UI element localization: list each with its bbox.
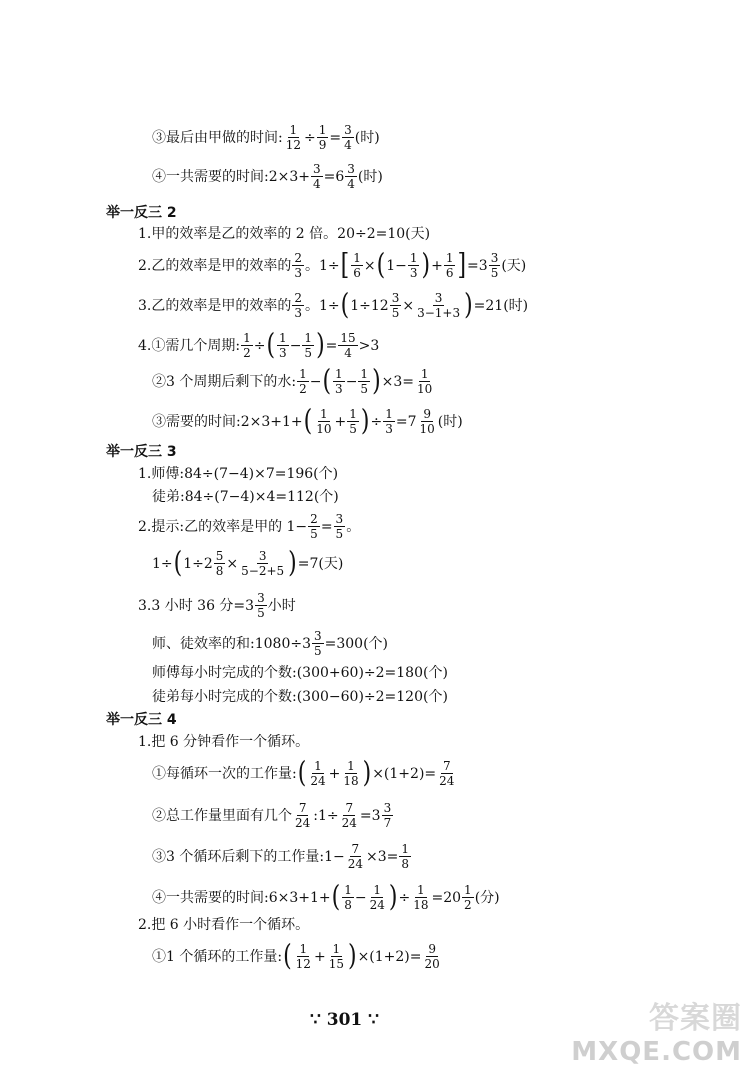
page-number: ∵ 301 ∵ [310, 1010, 379, 1030]
fraction: $\frac{1}{9}$ [318, 123, 327, 152]
fraction: $\frac{3}{3-1+3}$ [417, 291, 461, 320]
watermark [571, 993, 742, 1067]
answer-line-5: 3.乙的效率是甲的效率的 $\frac{2}{3}$ 。1÷ ( 1÷12 $\frac{3}{5}$ × $\frac{3}{3-1+3}$ ) =21(时) [138, 288, 529, 322]
answer-line-13: 3.3 小时 36 分=3 $\frac{3}{5}$ 小时 [138, 591, 296, 620]
fraction: $\frac{5}{8}$ [215, 549, 224, 578]
answer-line-20: ③3 个循环后剩下的工作量:1− $\frac{7}{24}$ ×3= $\frac{1}{8}$ [152, 842, 410, 871]
answer-line-9: 1.师傅:84÷(7−4)×7=196(个) [138, 466, 339, 482]
fraction: $\frac{3}{4}$ [344, 123, 352, 152]
fraction: $\frac{1}{24}$ [310, 759, 326, 788]
answer-line-4: 2.乙的效率是甲的效率的 $\frac{2}{3}$ 。1÷ [ $\frac{1}{6}$ × ( 1− $\frac{1}{3}$ ) + $\frac{1}{6}$ ] =3 $\frac{3}{5}$ (天) [138, 248, 527, 282]
fraction: $\frac{1}{3}$ [385, 407, 393, 436]
fraction: $\frac{1}{5}$ [360, 367, 369, 396]
answer-line-1: ③最后由甲做的时间: $\frac{1}{12}$ ÷ $\frac{1}{9}$ = $\frac{3}{4}$ (时) [152, 123, 380, 152]
answer-line-6: 4.①需几个周期: $\frac{1}{2}$ ÷ ( $\frac{1}{3}$ − $\frac{1}{5}$ ) = $\frac{15}{4}$ >3 [138, 328, 380, 362]
fraction: $\frac{1}{5}$ [304, 331, 313, 360]
fraction: $\frac{7}{24}$ [347, 842, 363, 871]
fraction: $\frac{1}{2}$ [464, 883, 472, 912]
fraction: $\frac{3}{5}$ [335, 512, 344, 541]
fraction: $\frac{1}{24}$ [369, 883, 385, 912]
answer-line-11: 2.提示:乙的效率是甲的 1− $\frac{2}{5}$ = $\frac{3}{5}$ 。 [138, 512, 361, 541]
fraction: $\frac{1}{3}$ [279, 331, 287, 360]
watermark-bottom: MXQE.COM [571, 1037, 742, 1067]
fraction: $\frac{9}{10}$ [419, 407, 435, 436]
fraction: $\frac{1}{10}$ [417, 367, 433, 396]
answer-line-18: ①每循环一次的工作量: ( $\frac{1}{24}$ + $\frac{1}{18}$ ) ×(1+2)= $\frac{7}{24}$ [152, 756, 455, 790]
fraction: $\frac{1}{3}$ [409, 251, 418, 280]
fraction: $\frac{1}{6}$ [445, 251, 454, 280]
answer-line-19: ②总工作量里面有几个 $\frac{7}{24}$ :1÷ $\frac{7}{24}$ =3 $\frac{3}{7}$ [152, 801, 392, 830]
fraction: $\frac{7}{24}$ [341, 801, 357, 830]
fraction: $\frac{1}{18}$ [343, 759, 359, 788]
fraction: $\frac{1}{12}$ [285, 123, 301, 152]
fraction: $\frac{1}{10}$ [316, 407, 332, 436]
fraction: $\frac{2}{3}$ [294, 291, 302, 320]
fraction: $\frac{7}{24}$ [295, 801, 311, 830]
answer-line-23: ①1 个循环的工作量: ( $\frac{1}{12}$ + $\frac{1}{15}$ ) ×(1+2)= $\frac{9}{20}$ [152, 939, 440, 973]
answer-line-10: 徒弟:84÷(7−4)×4=112(个) [152, 489, 339, 505]
answer-line-12: 1÷ ( 1÷2 $\frac{5}{8}$ × $\frac{3}{5-2+5}$ ) =7(天) [152, 546, 344, 580]
answer-line-8: ③需要的时间:2×3+1+ ( $\frac{1}{10}$ + $\frac{1}{5}$ ) ÷ $\frac{1}{3}$ =7 $\frac{9}{10}$ (时) [152, 404, 463, 438]
answer-line-21: ④一共需要的时间:6×3+1+ ( $\frac{1}{8}$ − $\frac{1}{24}$ ) ÷ $\frac{1}{18}$ =20 $\frac{1}{2}$ (分) [152, 880, 500, 914]
fraction: $\frac{3}{4}$ [313, 162, 321, 191]
section-heading-3: 举一反三 3 [106, 444, 177, 460]
fraction: $\frac{1}{5}$ [349, 407, 357, 436]
section-heading-2: 举一反三 2 [106, 205, 177, 221]
fraction: $\frac{3}{5}$ [391, 291, 400, 320]
fraction: $\frac{15}{4}$ [340, 331, 356, 360]
fraction: $\frac{1}{2}$ [243, 331, 251, 360]
fraction: $\frac{7}{24}$ [439, 759, 455, 788]
answer-line-3: 1.甲的效率是乙的效率的 2 倍。20÷2=10(天) [138, 226, 431, 242]
fraction: $\frac{1}{12}$ [295, 942, 311, 971]
answer-line-7: ②3 个周期后剩下的水: $\frac{1}{2}$ − ( $\frac{1}{3}$ − $\frac{1}{5}$ ) ×3= $\frac{1}{10}$ [152, 364, 433, 398]
fraction: $\frac{1}{6}$ [353, 251, 361, 280]
section-heading-4: 举一反三 4 [106, 712, 177, 728]
fraction: $\frac{2}{3}$ [294, 251, 302, 280]
answer-line-2: ④一共需要的时间:2×3+ $\frac{3}{4}$ =6 $\frac{3}{4}$ (时) [152, 162, 383, 191]
fraction: $\frac{3}{5}$ [257, 591, 265, 620]
fraction: $\frac{1}{3}$ [335, 367, 343, 396]
fraction: $\frac{1}{8}$ [344, 883, 352, 912]
answer-line-14: 师、徒效率的和:1080÷3 $\frac{3}{5}$ =300(个) [152, 629, 389, 658]
fraction: $\frac{3}{5-2+5}$ [241, 549, 285, 578]
fraction: $\frac{3}{5}$ [490, 251, 499, 280]
fraction: $\frac{1}{2}$ [299, 367, 307, 396]
fraction: $\frac{3}{5}$ [313, 629, 322, 658]
text: ③最后由甲做的时间: [152, 129, 283, 146]
fraction: $\frac{1}{8}$ [401, 842, 410, 871]
fraction: $\frac{1}{15}$ [328, 942, 344, 971]
fraction: $\frac{3}{4}$ [347, 162, 355, 191]
fraction: $\frac{9}{20}$ [424, 942, 440, 971]
answer-line-22: 2.把 6 小时看作一个循环。 [138, 917, 310, 933]
answer-line-16: 徒弟每小时完成的个数:(300−60)÷2=120(个) [152, 689, 448, 705]
fraction: $\frac{2}{5}$ [310, 512, 318, 541]
fraction: $\frac{3}{7}$ [383, 801, 392, 830]
watermark-top: 答案圈 [649, 1001, 742, 1036]
answer-line-15: 师傅每小时完成的个数:(300+60)÷2=180(个) [152, 665, 448, 681]
fraction: $\frac{1}{18}$ [413, 883, 429, 912]
answer-line-17: 1.把 6 分钟看作一个循环。 [138, 734, 310, 750]
